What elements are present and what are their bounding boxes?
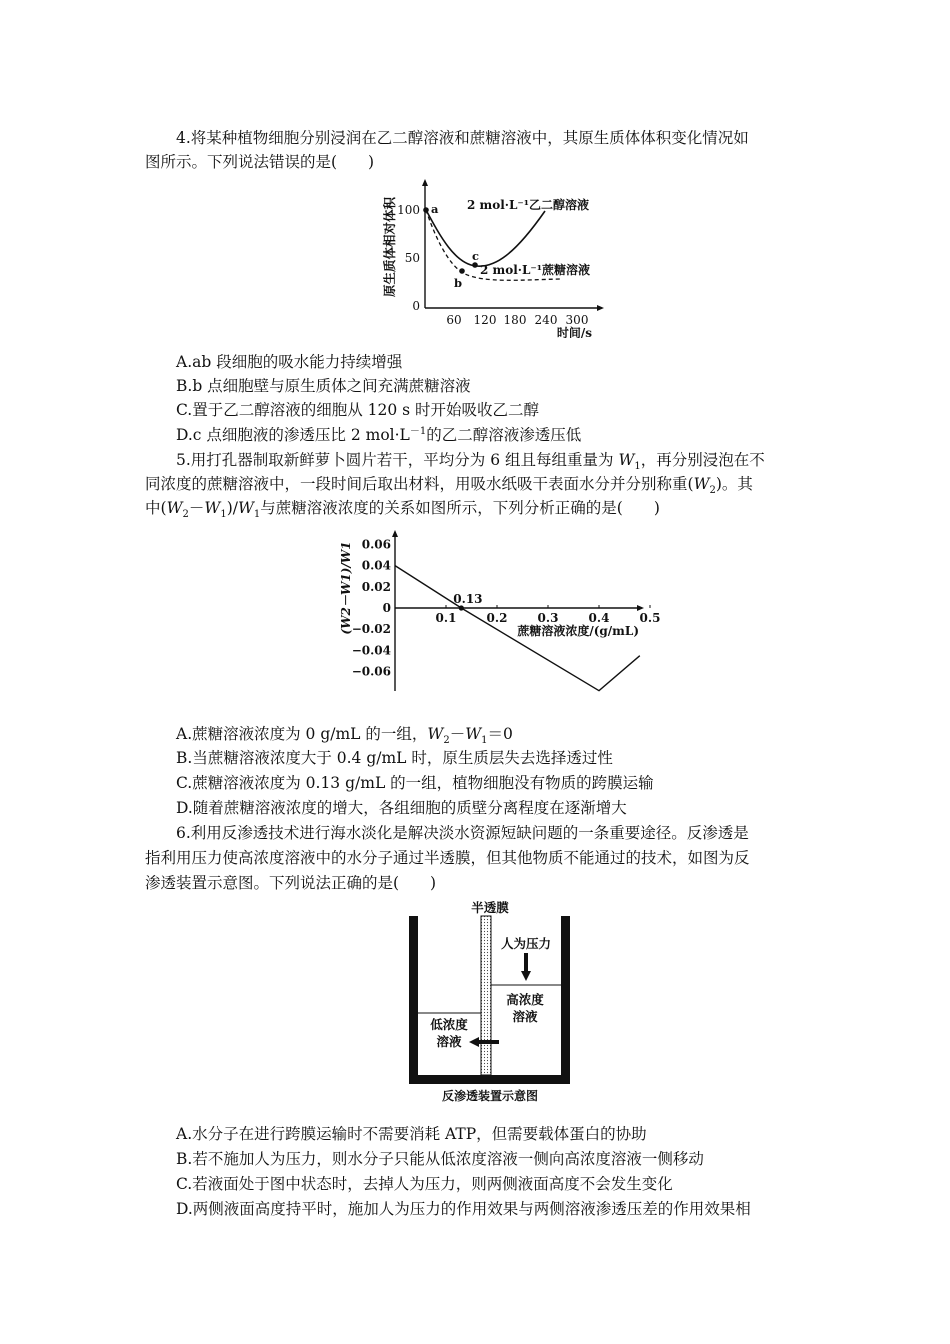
q5-l3-text2: )/	[226, 499, 238, 517]
q4-ylabel: 原生质体相对体积	[382, 196, 397, 298]
q5-ytick: 0.06	[361, 537, 391, 552]
q5-w: W	[465, 725, 482, 743]
q5-l3-text: 中(	[145, 499, 167, 517]
q5-sub: 1	[253, 509, 261, 521]
q6-option-d: D.两侧液面高度持平时，施加人为压力的作用效果与两侧溶液渗透压差的作用效果相	[176, 1200, 751, 1218]
q5-ytick: −0.06	[351, 664, 391, 679]
q5-w: W	[693, 475, 710, 493]
q4-xtick-300: 300	[565, 313, 589, 327]
q4-figure	[370, 176, 610, 338]
q4-curve2-label: 2 mol·L⁻¹蔗糖溶液	[480, 263, 590, 277]
q5-ytick: 0	[382, 601, 391, 615]
q5-option-a	[176, 722, 841, 746]
q5-stem-line2	[145, 472, 810, 496]
q5-ylabel: (W2－W1)/W1	[339, 541, 353, 635]
q6-stem-line3: 渗透装置示意图。下列说法正确的是( )	[145, 874, 437, 892]
q5-sub: 1	[634, 461, 641, 473]
q6-high-label2: 溶液	[512, 1009, 538, 1024]
q5-w: W	[237, 499, 254, 517]
q5-w: W	[166, 499, 183, 517]
q4-curve1-label: 2 mol·L⁻¹乙二醇溶液	[467, 198, 589, 212]
q4-point-b	[459, 268, 465, 274]
q4-option-d-text2: 的乙二醇溶液渗透压低	[426, 426, 582, 444]
q6-high-label1: 高浓度	[506, 992, 544, 1007]
q4-ytick-50: 50	[404, 251, 420, 265]
q4-y-arrow	[422, 179, 428, 186]
q6-option-b: B.若不施加人为压力，则水分子只能从低浓度溶液一侧向高浓度溶液一侧移动	[176, 1150, 704, 1168]
q5-zero-point	[459, 605, 464, 610]
q6-pressure-label: 人为压力	[500, 936, 552, 951]
q5-minus: －	[449, 725, 466, 743]
q4-xlabel: 时间/s	[556, 326, 592, 338]
q6-bottom-wall	[409, 1075, 570, 1084]
q4-option-a: A.ab 段细胞的吸水能力持续增强	[176, 353, 403, 371]
q6-caption: 反渗透装置示意图	[441, 1089, 539, 1103]
q5-xtick: 0.5	[639, 611, 660, 625]
q5-option-b: B.当蔗糖溶液浓度大于 0.4 g/mL 时，原生质层失去选择透过性	[176, 749, 613, 767]
q4-xtick-180: 180	[503, 313, 527, 327]
q4-label-a: a	[431, 202, 439, 216]
q5-xlabel: 蔗糖溶液浓度/(g/mL)	[517, 624, 639, 638]
q4-option-d	[176, 423, 841, 447]
q5-l3-text3: 与蔗糖溶液浓度的关系如图所示，下列分析正确的是( )	[260, 499, 660, 517]
q6-low-label2: 溶液	[436, 1034, 462, 1049]
q6-membrane-label: 半透膜	[471, 900, 509, 915]
q5-xtick: 0.2	[486, 611, 508, 625]
q5-minus: －	[188, 499, 205, 517]
q5-option-d: D.随着蔗糖溶液浓度的增大，各组细胞的质壁分离程度在逐渐增大	[176, 799, 627, 817]
q6-membrane	[481, 916, 491, 1075]
q6-pressure-arrowhead	[521, 971, 531, 981]
q4-x-arrow	[597, 305, 604, 311]
q5-l1-text2: ，再分别浸泡在不	[640, 451, 765, 469]
q6-stem-line1: 6.利用反渗透技术进行海水淡化是解决淡水资源短缺问题的一条重要途径。反渗透是	[176, 824, 749, 842]
q5-option-a-text: A.蔗糖溶液浓度为 0 g/mL 的一组，	[176, 725, 428, 743]
q4-ytick-100: 100	[397, 203, 420, 217]
q6-option-c: C.若液面处于图中状态时，去掉人为压力，则两侧液面高度不会发生变化	[176, 1175, 673, 1193]
q4-stem-line1: 4.将某种植物细胞分别浸润在乙二醇溶液和蔗糖溶液中，其原生质体体积变化情况如	[176, 129, 749, 147]
q4-xtick-240: 240	[534, 313, 558, 327]
q5-sub: 1	[481, 735, 488, 747]
q5-w: W	[204, 499, 221, 517]
q5-sub: 2	[182, 509, 189, 521]
q5-sub: 2	[709, 485, 716, 497]
q5-annotation: 0.13	[453, 592, 483, 606]
q4-option-c: C.置于乙二醇溶液的细胞从 120 s 时开始吸收乙二醇	[176, 401, 540, 419]
q4-xtick-60: 60	[446, 313, 462, 327]
q4-xtick-120: 120	[473, 313, 497, 327]
q5-w: W	[618, 451, 635, 469]
q5-l2-text: 同浓度的蔗糖溶液中，一段时间后取出材料，用吸水纸吸干表面水分并分别称重(	[145, 475, 694, 493]
q5-chart	[330, 526, 660, 706]
q5-option-c: C.蔗糖溶液浓度为 0.13 g/mL 的一组，植物细胞没有物质的跨膜运输	[176, 774, 654, 792]
q5-xtick: 0.3	[537, 611, 559, 625]
q6-stem-line2: 指利用压力使高浓度溶液中的水分子通过半透膜，但其他物质不能通过的技术，如图为反	[145, 849, 750, 867]
q5-xtick: 0.1	[435, 611, 457, 625]
q5-stem-line3	[145, 496, 810, 520]
q6-figure	[405, 897, 575, 1105]
q4-stem-line2: 图所示。下列说法错误的是( )	[145, 153, 375, 171]
q4-option-d-sup: －1	[409, 425, 427, 437]
q6-option-a: A.水分子在进行跨膜运输时不需要消耗 ATP，但需要载体蛋白的协助	[176, 1125, 647, 1143]
q5-sub: 1	[220, 509, 227, 521]
q5-y-arrow	[392, 530, 398, 537]
q6-left-wall	[409, 916, 418, 1084]
q5-sub: 2	[443, 735, 450, 747]
q5-option-a-text2: ＝0	[487, 725, 513, 743]
q4-curve-ethylene-glycol	[426, 210, 545, 266]
q6-low-label1: 低浓度	[430, 1017, 468, 1032]
q5-ytick: −0.04	[351, 643, 391, 658]
q5-xtick: 0.4	[588, 611, 610, 625]
q4-option-b: B.b 点细胞壁与原生质体之间充满蔗糖溶液	[176, 377, 471, 395]
q6-right-wall	[561, 916, 570, 1084]
q4-ytick-0: 0	[412, 299, 420, 313]
q6-flow-arrowhead	[469, 1037, 479, 1047]
q5-ytick: 0.04	[361, 558, 391, 573]
q5-stem-line1	[176, 448, 841, 472]
q4-label-c: c	[472, 249, 480, 263]
q4-option-d-text1: D.c 点细胞液的渗透压比 2 mol·L	[176, 426, 410, 444]
q5-w: W	[427, 725, 444, 743]
q5-ytick: −0.02	[351, 622, 391, 637]
q5-l1-text: 5.用打孔器制取新鲜萝卜圆片若干，平均分为 6 组且每组重量为	[176, 451, 619, 469]
q4-label-b: b	[454, 276, 463, 290]
q4-point-a	[423, 207, 429, 213]
q4-point-c	[472, 262, 478, 268]
q5-ytick: 0.02	[361, 579, 391, 594]
q5-l2-text2: )。其	[715, 475, 753, 493]
